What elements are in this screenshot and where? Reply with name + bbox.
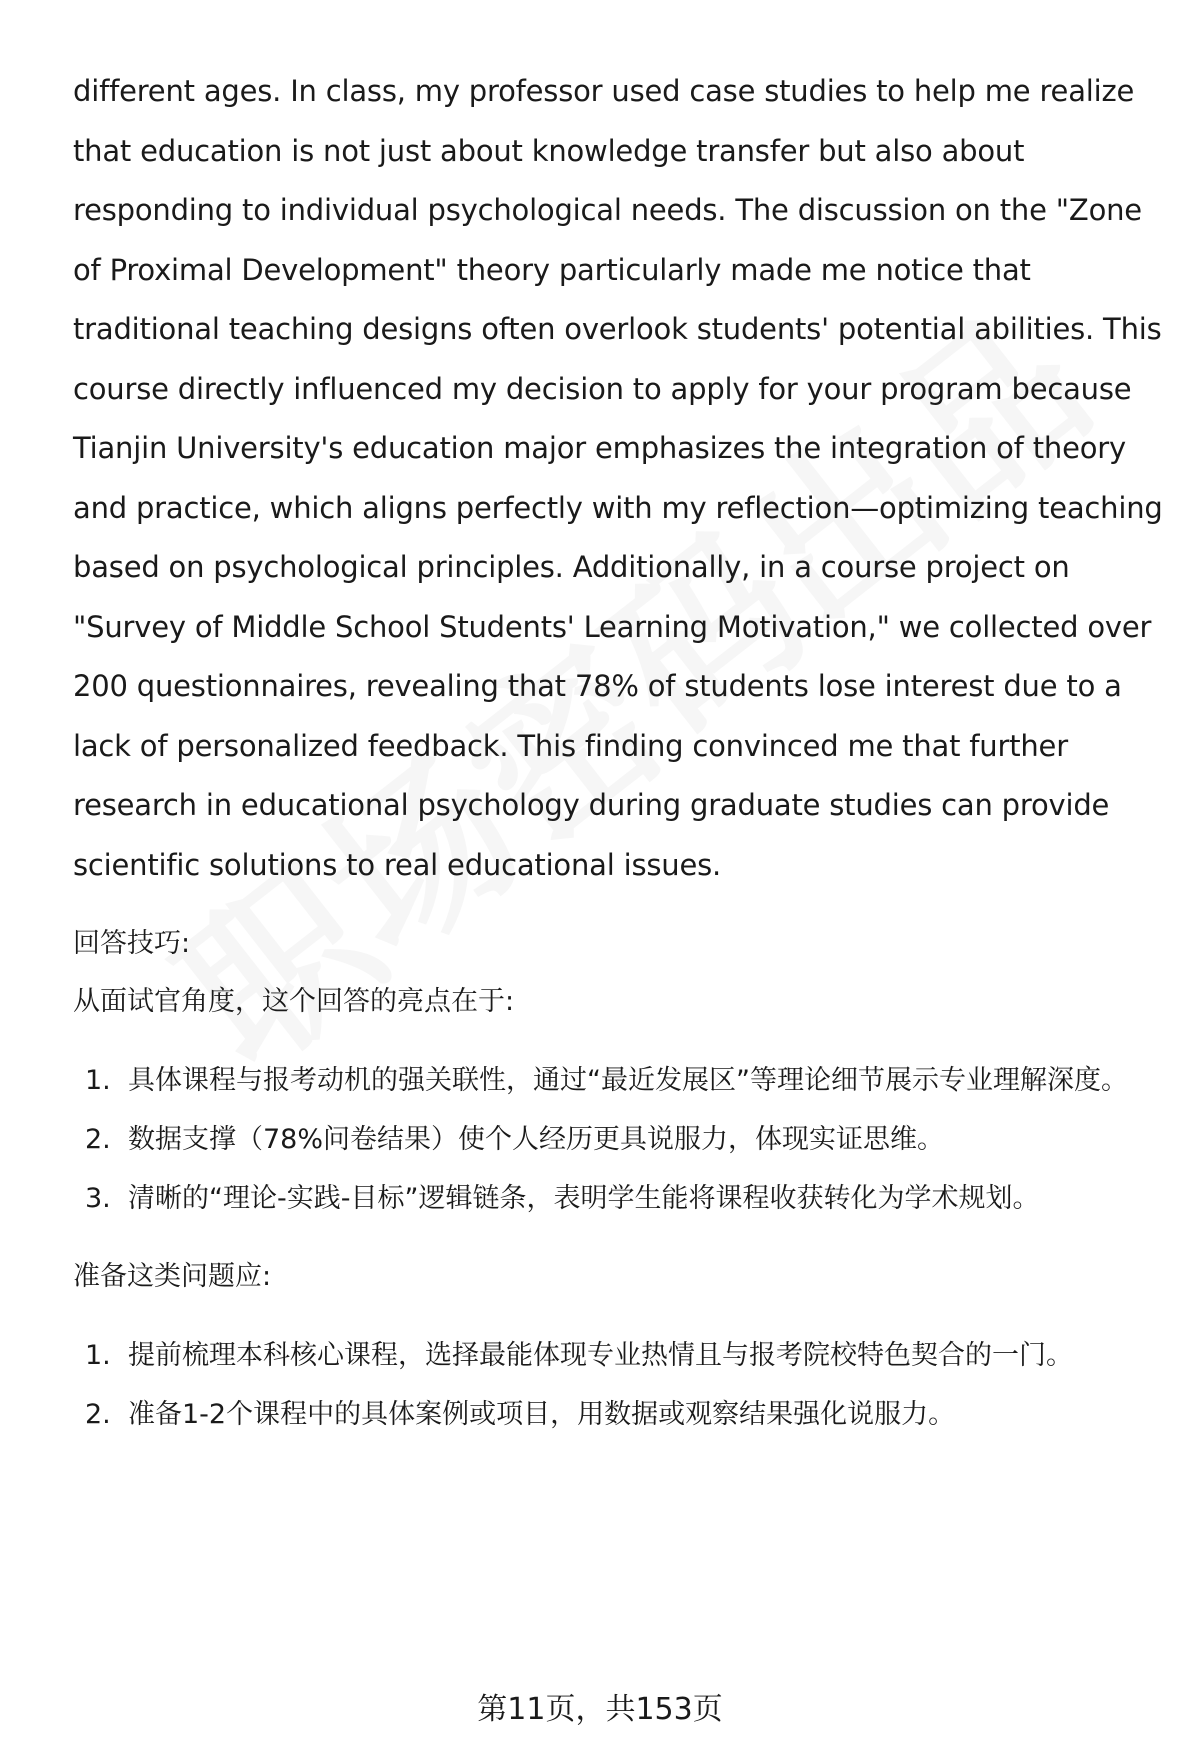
list-item-text: 清晰的“理论-实践-目标”逻辑链条，表明学生能将课程收获转化为学术规划。 (128, 1183, 1040, 1214)
list-item-number: 1. (85, 1065, 111, 1096)
tips-list (73, 1051, 1163, 1228)
page-number-footer: 第11页，共153页 (477, 1692, 723, 1727)
tips-heading: 回答技巧: (73, 928, 191, 959)
list-item (73, 1169, 1163, 1228)
list-item-text: 提前梳理本科核心课程，选择最能体现专业热情且与报考院校特色契合的一门。 (128, 1340, 1073, 1371)
list-item (73, 1051, 1163, 1110)
tips-section (73, 915, 1163, 1228)
list-item (73, 1385, 1163, 1444)
list-item-number: 1. (85, 1340, 111, 1371)
prep-list (73, 1326, 1163, 1444)
list-item-text: 数据支撑（78%问卷结果）使个人经历更具说服力，体现实证思维。 (128, 1124, 945, 1155)
prep-section (73, 1248, 1163, 1444)
tips-intro: 从面试官角度，这个回答的亮点在于: (73, 986, 515, 1017)
list-item-text: 准备1-2个课程中的具体案例或项目，用数据或观察结果强化说服力。 (128, 1399, 956, 1430)
list-item (73, 1326, 1163, 1385)
list-item-number: 2. (85, 1124, 111, 1155)
list-item-text: 具体课程与报考动机的强关联性，通过“最近发展区”等理论细节展示专业理解深度。 (128, 1065, 1128, 1096)
prep-heading: 准备这类问题应: (73, 1261, 272, 1292)
page-content (73, 62, 1163, 1444)
list-item-number: 2. (85, 1399, 111, 1430)
list-item-number: 3. (85, 1183, 111, 1214)
body-paragraph: different ages. In class, my professor used case studies to help me realize that education is not just about knowledge transfer but also about responding to individual psychological needs. The discussion on the "Zone of Proximal Development" theory particularly made me notice that traditional teaching designs often overlook students' potential abilities. This course directly influenced my decision to apply for your program because Tianjin University's education major emphasizes the integration of theory and practice, which aligns perfectly with my reflection—optimizing teaching based on psychological principles. Additionally, in a course project on "Survey of Middle School Students' Learning Motivation," we collected over 200 questionnaires, revealing that 78% of students lose interest due to a lack of personalized feedback. This finding convinced me that further research in educational psychology during graduate studies can provide scientific solutions to real educational issues. (73, 74, 1163, 882)
list-item (73, 1110, 1163, 1169)
